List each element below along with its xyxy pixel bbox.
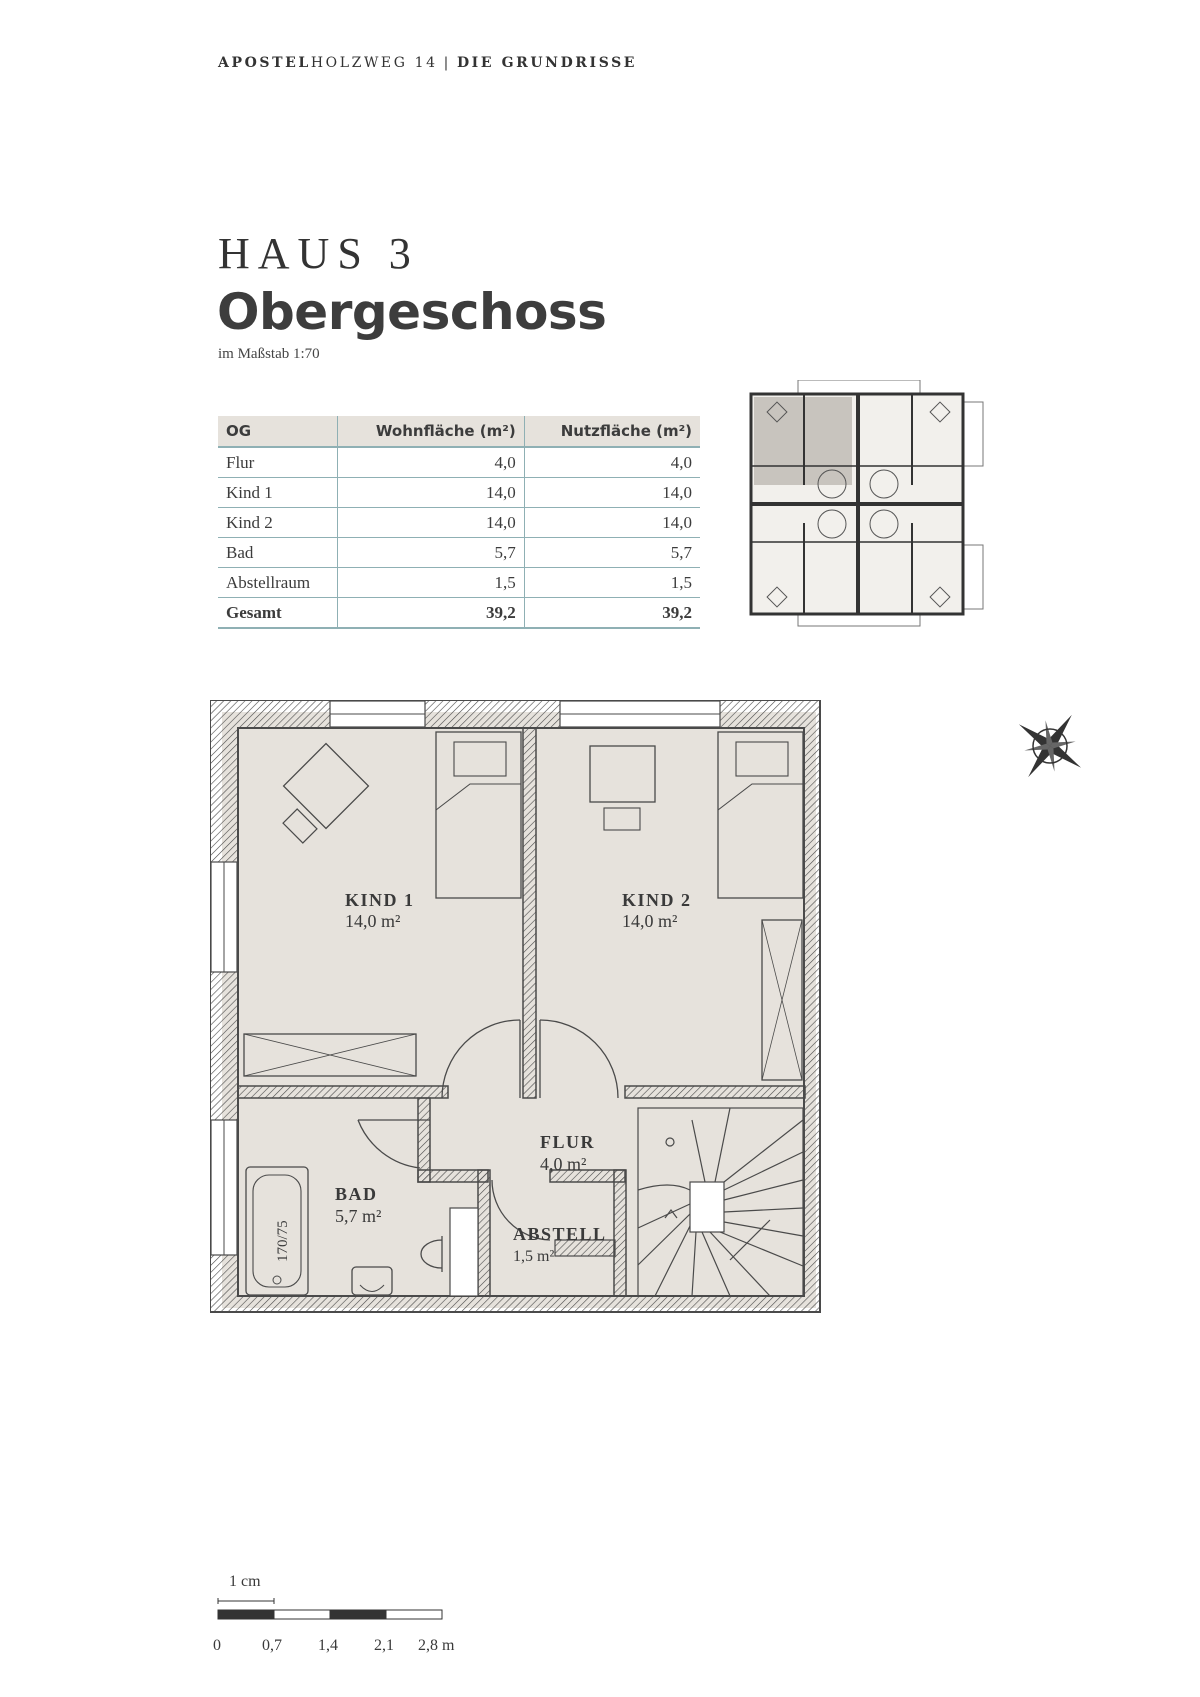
scale-tick: 0,7 <box>262 1637 282 1654</box>
room-label-kind1: KIND 1 <box>345 890 415 910</box>
floor-area <box>222 712 816 1308</box>
area-table-header <box>218 416 700 447</box>
room-name: Flur <box>218 447 338 478</box>
room-label-flur: FLUR <box>540 1132 595 1152</box>
room-name: Kind 1 <box>218 478 338 508</box>
col-header-nutzflaeche: Nutzfläche (m²) <box>524 416 700 447</box>
room-area-abstell: 1,5 m² <box>513 1248 555 1265</box>
wall <box>238 1086 448 1098</box>
wall <box>625 1086 805 1098</box>
table-row <box>218 568 700 598</box>
total-nutzflaeche: 39,2 <box>524 598 700 629</box>
room-label-abstell: ABSTELL <box>513 1224 607 1244</box>
wall <box>478 1170 490 1296</box>
nutzflaeche-value: 1,5 <box>524 568 700 598</box>
scale-bar-unit-label: 1 cm <box>229 1573 261 1590</box>
room-area-flur: 4,0 m² <box>540 1154 587 1174</box>
wohnflaeche-value: 14,0 <box>338 508 525 538</box>
house-title: HAUS 3 <box>218 229 419 278</box>
scale-note: im Maßstab 1:70 <box>218 346 320 362</box>
table-row <box>218 508 700 538</box>
wall <box>614 1170 626 1296</box>
room-area-kind1: 14,0 m² <box>345 911 401 931</box>
scale-tick: 1,4 <box>318 1637 338 1654</box>
wohnflaeche-value: 4,0 <box>338 447 525 478</box>
nutzflaeche-value: 4,0 <box>524 447 700 478</box>
nutzflaeche-value: 14,0 <box>524 508 700 538</box>
area-table <box>218 416 700 629</box>
compass-icon <box>1010 706 1090 786</box>
scale-bar <box>214 1596 454 1626</box>
header-street-part1: APOSTEL <box>218 55 311 71</box>
table-total-row <box>218 598 700 629</box>
wohnflaeche-value: 5,7 <box>338 538 525 568</box>
table-row <box>218 447 700 478</box>
room-name: Bad <box>218 538 338 568</box>
col-header-floor: OG <box>218 416 338 447</box>
key-plan <box>748 380 992 628</box>
room-name: Abstellraum <box>218 568 338 598</box>
table-row <box>218 538 700 568</box>
header-separator: | <box>443 55 451 71</box>
total-wohnflaeche: 39,2 <box>338 598 525 629</box>
scale-tick: 0 <box>213 1637 221 1654</box>
nutzflaeche-value: 14,0 <box>524 478 700 508</box>
document-header <box>218 55 637 71</box>
scale-tick: 2,1 <box>374 1637 394 1654</box>
bathtub-size-label: 170/75 <box>275 1220 291 1262</box>
room-label-kind2: KIND 2 <box>622 890 692 910</box>
floor-title: Obergeschoss <box>217 283 607 341</box>
col-header-wohnflaeche: Wohnfläche (m²) <box>338 416 525 447</box>
header-street-part2: HOLZWEG 14 <box>310 55 438 71</box>
room-area-kind2: 14,0 m² <box>622 911 678 931</box>
wall <box>418 1098 430 1182</box>
scale-tick: 2,8 m <box>418 1637 455 1654</box>
nutzflaeche-value: 5,7 <box>524 538 700 568</box>
room-name: Kind 2 <box>218 508 338 538</box>
table-row <box>218 478 700 508</box>
floor-plan <box>210 700 830 1320</box>
wall <box>523 728 536 1098</box>
wohnflaeche-value: 1,5 <box>338 568 525 598</box>
wohnflaeche-value: 14,0 <box>338 478 525 508</box>
total-label: Gesamt <box>218 598 338 629</box>
room-label-bad: BAD <box>335 1184 378 1204</box>
room-area-bad: 5,7 m² <box>335 1206 382 1226</box>
header-section: DIE GRUNDRISSE <box>456 55 638 71</box>
